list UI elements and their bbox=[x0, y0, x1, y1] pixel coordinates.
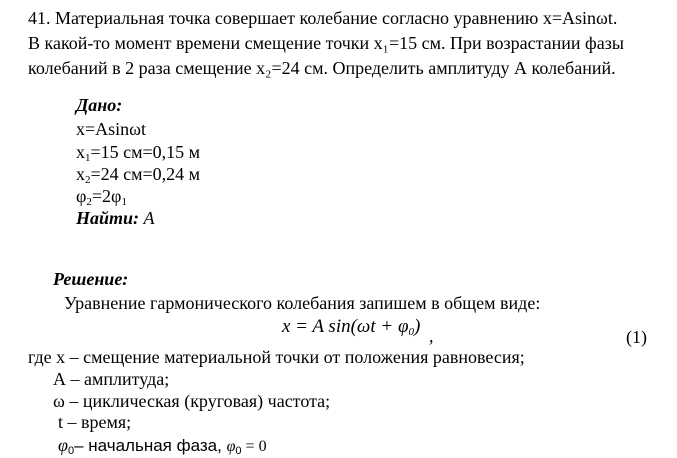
problem-line-1: 41. Материальная точка совершает колебание согласно уравнению x=Asinωt. bbox=[28, 8, 618, 28]
given-equation: x=Asinωt bbox=[76, 119, 147, 139]
solution-intro: Уравнение гармонического колебания запишем в общем виде: bbox=[64, 293, 541, 313]
definition-x: где x – смещение материальной точки от положения равновесия; bbox=[28, 347, 525, 367]
definition-amplitude: А – амплитуда; bbox=[53, 369, 170, 389]
given-x1: $x_1=15$ см=0,15 м bbox=[76, 142, 201, 164]
given-heading: Дано: bbox=[76, 95, 123, 115]
given-find: Найти: А bbox=[76, 208, 155, 228]
solution-heading: Решение: bbox=[53, 269, 129, 289]
definition-initial-phase: $\varphi_0-$ начальная фаза, $\varphi_0 = 0$ bbox=[58, 435, 267, 457]
definition-omega: ω – циклическая (круговая) частота; bbox=[53, 391, 331, 411]
given-phase-relation: $\varphi_2=2\varphi_1$ bbox=[76, 186, 127, 208]
equation-number: (1) bbox=[626, 327, 647, 347]
given-x2: $x_2=24$ см=0,24 м bbox=[76, 164, 201, 186]
problem-line-3: колебаний в 2 раза смещение x₂=24 см. Определить амплитуду А колебаний. bbox=[28, 58, 616, 78]
problem-line-2: В какой-то момент времени смещение точки x₁=15 см. При возрастании фазы bbox=[28, 33, 624, 53]
definition-time: t – время; bbox=[58, 412, 132, 432]
main-formula: x = A $\sin(\omega t + \varphi_0)$ bbox=[282, 316, 421, 338]
formula-comma: , bbox=[429, 326, 434, 346]
